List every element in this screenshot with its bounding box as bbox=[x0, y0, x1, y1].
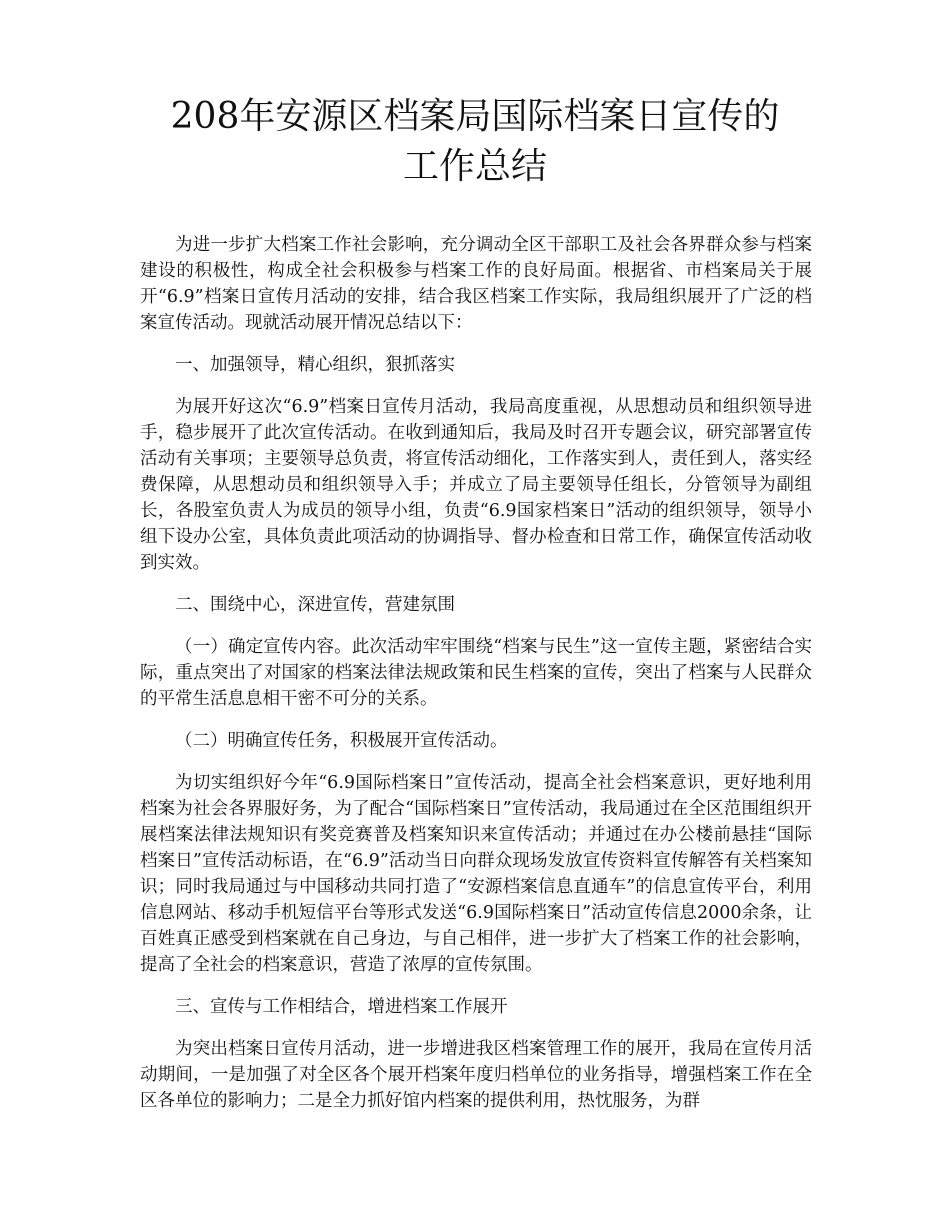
intro-paragraph: 为进一步扩大档案工作社会影响，充分调动全区干部职工及社会各界群众参与档案建设的积极性，构成全社会积极参与档案工作的良好局面。根据省、市档案局关于展开“6.9”档案日宣传月活动的安排，结合我区档案工作实际，我局组织展开了广泛的档案宣传活动。现就活动展开情况总结以下： bbox=[140, 235, 812, 333]
section-heading-1: 一、加强领导，精心组织，狠抓落实 bbox=[175, 355, 455, 375]
subsection-1-paragraph: （一）确定宣传内容。此次活动牢牢围绕“档案与民生”这一宣传主题，紧密结合实际，重点突出了对国家的档案法律法规政策和民生档案的宣传，突出了档案与人民群众的平常生活息息相干密不可分的关系。 bbox=[140, 637, 812, 709]
title-line-1: 208年安源区档案局国际档案日宣传的 bbox=[170, 96, 780, 137]
subsection-2-heading: （二）明确宣传任务，积极展开宣传活动。 bbox=[175, 731, 508, 751]
subsection-2-paragraph: 为切实组织好今年“6.9国际档案日”宣传活动，提高全社会档案意识，更好地利用档案为社会各界服好务，为了配合“国际档案日”宣传活动，我局通过在全区范围组织开展档案法律法规知识有奖竞赛普及档案知识来宣传活动；并通过在办公楼前悬挂“国际档案日”宣传活动标语，在“6.9”活动当日向群众现场发放宣传资料宣传解答有关档案知识；同时我局通过与中国移动共同打造了“安源档案信息直通车”的信息宣传平台，利用信息网站、移动手机短信平台等形式发送“6.9国际档案日”活动宣传信息2000余条，让百姓真正感受到档案就在自己身边，与自己相伴，进一步扩大了档案工作的社会影响，提高了全社会的档案意识，营造了浓厚的宣传氛围。 bbox=[140, 773, 812, 975]
section-heading-2: 二、围绕中心，深进宣传，营建氛围 bbox=[175, 595, 455, 615]
document-title bbox=[140, 92, 810, 192]
section-3-paragraph: 为突出档案日宣传月活动，进一步增进我区档案管理工作的展开，我局在宣传月活动期间，一是加强了对全区各个展开档案年度归档单位的业务指导，增强档案工作在全区各单位的影响力；二是全力抓好馆内档案的提供利用，热忱服务，为群 bbox=[140, 1039, 812, 1111]
document-body bbox=[140, 232, 812, 1130]
title-line-2: 工作总结 bbox=[402, 146, 547, 187]
section-heading-3: 三、宣传与工作相结合，增进档案工作展开 bbox=[175, 997, 508, 1017]
section-1-paragraph: 为展开好这次“6.9”档案日宣传月活动，我局高度重视，从思想动员和组织领导进手，稳步展开了此次宣传活动。在收到通知后，我局及时召开专题会议，研究部署宣传活动有关事项；主要领导总负责，将宣传活动细化，工作落实到人，责任到人，落实经费保障，从思想动员和组织领导入手；并成立了局主要领导任组长，分管领导为副组长，各股室负责人为成员的领导小组，负责“6.9国家档案日”活动的组织领导，领导小组下设办公室，具体负责此项活动的协调指导、督办检查和日常工作，确保宣传活动收到实效。 bbox=[140, 397, 812, 573]
